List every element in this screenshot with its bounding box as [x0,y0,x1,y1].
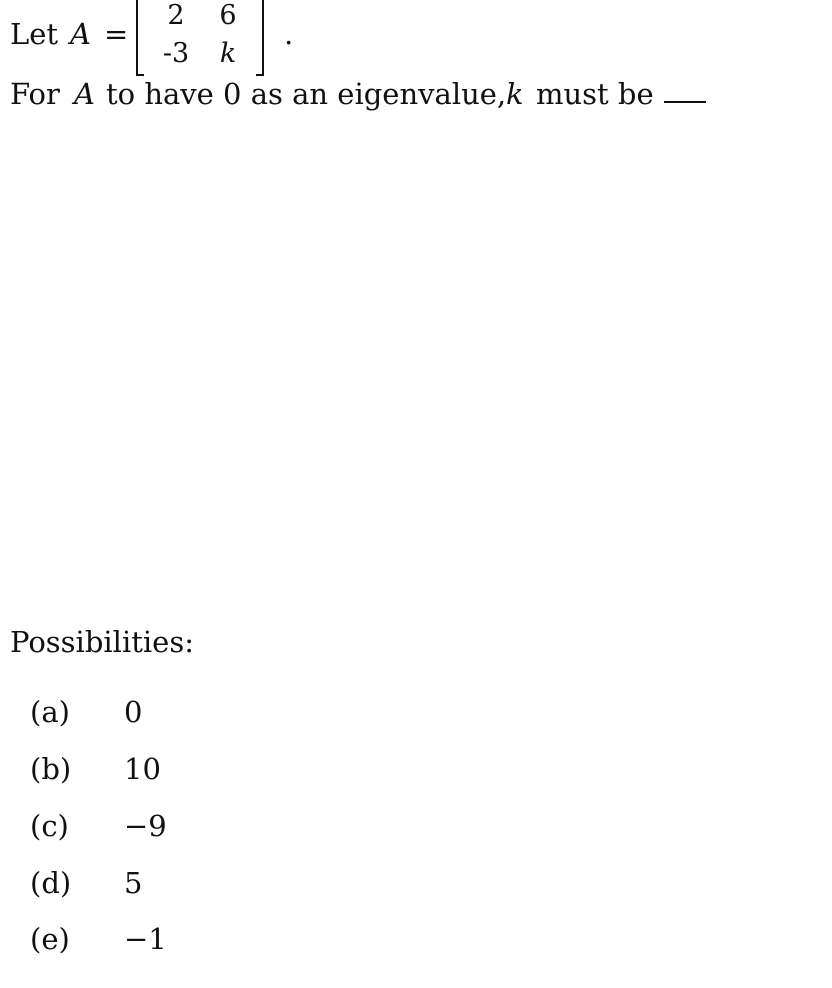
option-label: (a) [30,695,70,729]
matrix-cell-r1c2: 6 [219,0,237,31]
matrix-cell-r1c1: 2 [167,0,185,31]
option-value: 5 [124,866,143,900]
option-value: 0 [124,695,143,729]
variable-a-inline: A [74,77,95,111]
matrix-cell-r2c1: -3 [162,38,190,69]
answer-blank [664,101,706,103]
option-value: −9 [124,809,167,843]
period: . [284,17,294,51]
question-end-text: must be [536,77,654,111]
for-text: For [10,77,60,111]
matrix-cell-r2c2: k [219,38,237,69]
option-label: (c) [30,809,69,843]
matrix-variable-a: A [70,17,91,51]
option-label: (d) [30,866,72,900]
option-value: −1 [124,922,167,956]
variable-k-inline: k [506,77,524,111]
matrix-left-bracket [136,0,144,76]
option-label: (b) [30,752,72,786]
question-middle-text: to have 0 as an eigenvalue, [106,77,507,111]
let-text: Let [10,17,59,51]
equals-sign: = [104,17,129,51]
possibilities-heading: Possibilities: [10,625,194,659]
option-value: 10 [124,752,161,786]
option-label: (e) [30,922,70,956]
matrix-right-bracket [256,0,264,76]
